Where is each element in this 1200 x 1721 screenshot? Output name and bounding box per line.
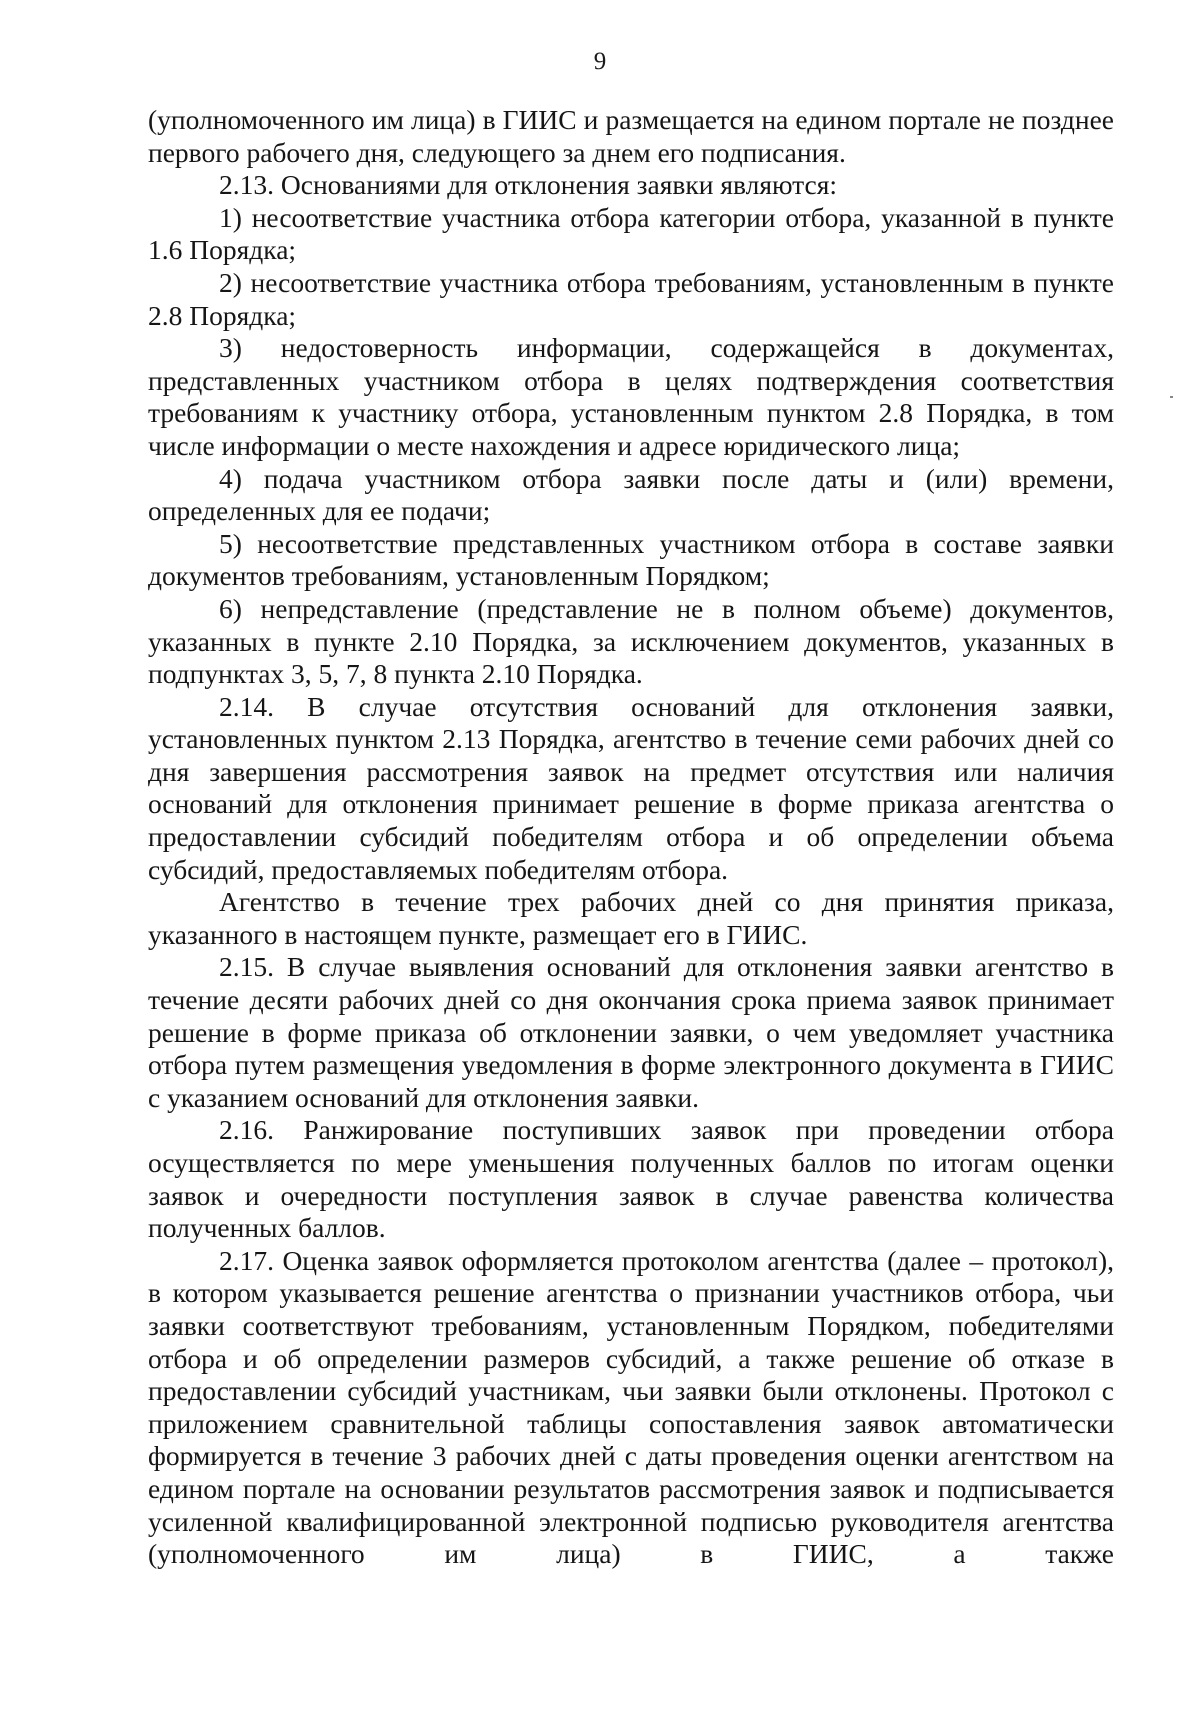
paragraph-2-14: 2.14. В случае отсутствия оснований для отклонения заявки, установленных пунктом 2.13 Порядка, агентство в течение семи рабочих дней со дня завершения рассмотрения заявок на предмет отсутствия или наличия оснований для отклонения принимает решение в форме приказа агентства о предоставлении субсидий победителям отбора и об определении объема субсидий, предоставляемых победителям отбора. xyxy=(148,690,1114,885)
list-item-5: 5) несоответствие представленных участником отбора в составе заявки документов требованиям, установленным Порядком; xyxy=(148,527,1114,592)
list-item-1: 1) несоответствие участника отбора категории отбора, указанной в пункте 1.6 Порядка; xyxy=(148,201,1114,266)
list-item-4: 4) подача участником отбора заявки после даты и (или) времени, определенных для ее подачи; xyxy=(148,462,1114,527)
list-item-2: 2) несоответствие участника отбора требованиям, установленным в пункте 2.8 Порядка; xyxy=(148,266,1114,331)
scan-speck xyxy=(1170,396,1173,398)
paragraph-2-13: 2.13. Основаниями для отклонения заявки являются: xyxy=(219,169,837,201)
page-number: 9 xyxy=(593,48,607,75)
list-item-3: 3) недостоверность информации, содержащейся в документах, представленных участником отбора в целях подтверждения соответствия требованиям к участнику отбора, установленным пунктом 2.8 Порядка, в том числе информации о месте нахождения и адресе юридического лица; xyxy=(148,332,1114,461)
document-body xyxy=(148,104,1114,1571)
paragraph-continuation: (уполномоченного им лица) в ГИИС и размещается на едином портале не позднее первого рабочего дня, следующего за днем его подписания. xyxy=(148,104,1114,168)
paragraph-2-16: 2.16. Ранжирование поступивших заявок при проведении отбора осуществляется по мере уменьшения полученных баллов по итогам оценки заявок и очередности поступления заявок в случае равенства количества полученных баллов. xyxy=(148,1114,1114,1244)
list-item-6: 6) непредставление (представление не в полном объеме) документов, указанных в пункте 2.10 Порядка, за исключением документов, указанных в подпунктах 3, 5, 7, 8 пункта 2.10 Порядка. xyxy=(148,592,1114,690)
paragraph-2-17: 2.17. Оценка заявок оформляется протоколом агентства (далее – протокол), в котором указывается решение агентства о признании участников отбора, чьи заявки соответствуют требованиям, установленным Порядком, победителями отбора и об определении размеров субсидий, а также решение об отказе в предоставлении субсидий участникам, чьи заявки были отклонены. Протокол с приложением сравнительной таблицы сопоставления заявок автоматически формируется в течение 3 рабочих дней с даты проведения оценки агентством на едином портале на основании результатов рассмотрения заявок и подписывается усиленной квалифицированной электронной подписью руководителя агентства (уполномоченного им лица) в ГИИС, а также xyxy=(148,1244,1114,1570)
paragraph-2-15: 2.15. В случае выявления оснований для отклонения заявки агентство в течение десяти рабочих дней со дня окончания срока приема заявок принимает решение в форме приказа об отклонении заявки, о чем уведомляет участника отбора путем размещения уведомления в форме электронного документа в ГИИС с указанием оснований для отклонения заявки. xyxy=(148,951,1114,1113)
paragraph-2-14-agency: Агентство в течение трех рабочих дней со дня принятия приказа, указанного в настоящем пункте, размещает его в ГИИС. xyxy=(148,886,1114,950)
